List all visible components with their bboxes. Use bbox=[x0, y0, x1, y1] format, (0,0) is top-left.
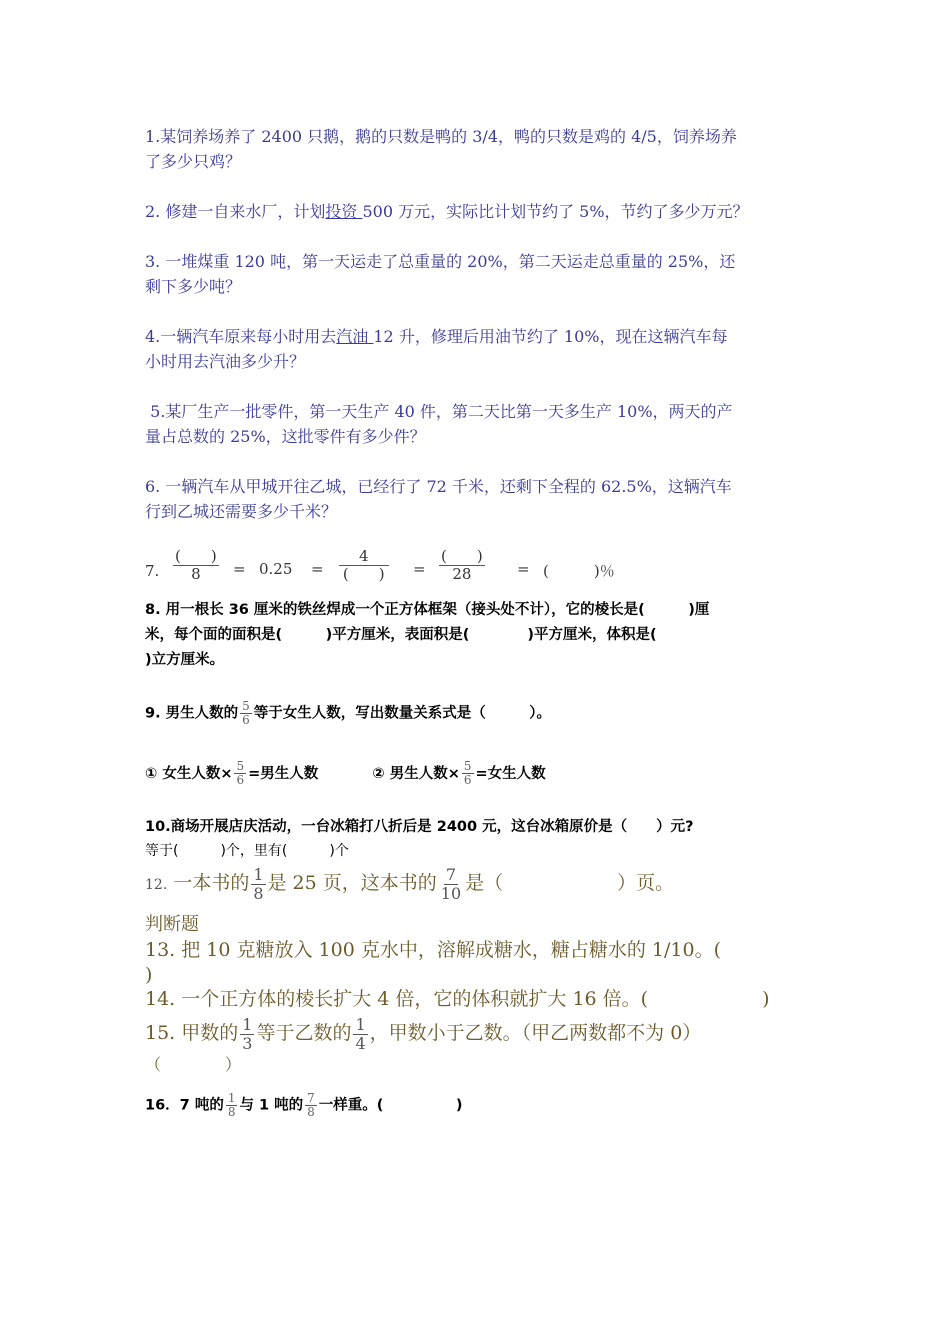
question-4-link[interactable]: 汽油 bbox=[336, 327, 374, 346]
question-15-post: ，甲数小于乙数。（甲乙两数都不为 0） bbox=[369, 1022, 702, 1045]
question-7-frac3-den: 28 bbox=[452, 564, 472, 583]
question-6-line2: 行到乙城还需要多少千米？ bbox=[145, 502, 338, 521]
option-a-frac-den: 6 bbox=[236, 773, 245, 788]
question-5-line1: 5.某厂生产一批零件，第一天生产 40 件，第二天比第一天多生产 10%，两天的产 bbox=[145, 402, 733, 421]
question-9-frac-num: 5 bbox=[242, 699, 250, 713]
question-15-frac2-den: 4 bbox=[355, 1033, 366, 1053]
question-16 bbox=[145, 1092, 815, 1119]
question-10: 10.商场开展店庆活动，一台冰箱打八折后是 2400 元，这台冰箱原价是（ ）元? bbox=[145, 819, 694, 835]
question-7-frac2 bbox=[337, 548, 391, 582]
question-12-frac1-den: 8 bbox=[253, 883, 264, 903]
question-9-pre: 9. 男生人数的 bbox=[145, 705, 239, 722]
question-9-options bbox=[145, 760, 815, 787]
question-16-mid: 与 1 吨的 bbox=[239, 1097, 304, 1114]
question-15-fraction-1 bbox=[240, 1016, 254, 1052]
question-9-fraction bbox=[240, 700, 252, 727]
question-7-eq2: = bbox=[311, 560, 324, 578]
question-3 bbox=[145, 249, 815, 299]
question-16-fraction-2 bbox=[305, 1092, 317, 1119]
question-7 bbox=[145, 548, 645, 594]
question-16-frac1-num: 1 bbox=[227, 1091, 236, 1105]
question-12-frac2-den: 10 bbox=[440, 883, 462, 903]
question-2-pre: 2. 修建一自来水厂，计划 bbox=[145, 202, 326, 221]
question-2 bbox=[145, 199, 845, 224]
question-1 bbox=[145, 124, 815, 174]
question-13-line2: ) bbox=[145, 964, 153, 986]
question-12-post: 是（ ）页。 bbox=[465, 872, 675, 895]
question-15-frac1-den: 3 bbox=[242, 1033, 253, 1053]
question-16-frac2-num: 7 bbox=[307, 1091, 315, 1105]
question-13-line1: 13. 把 10 克糖放入 100 克水中，溶解成糖水，糖占糖水的 1/10。( bbox=[145, 939, 721, 961]
question-3-line2: 剩下多少吨？ bbox=[145, 277, 242, 296]
question-7-frac1-num: ( ) bbox=[175, 547, 217, 565]
question-5 bbox=[145, 399, 815, 449]
question-15-line1 bbox=[145, 1016, 825, 1052]
question-8-line1: 8. 用一根长 36 厘米的铁丝焊成一个正方体框架（接头处不计），它的棱长是( )厘 bbox=[145, 602, 710, 618]
question-4-post: 12 升，修理后用油节约了 10%，现在这辆汽车每 bbox=[373, 327, 728, 346]
option-b-frac-num: 5 bbox=[463, 759, 472, 773]
question-7-percent: ( )％ bbox=[543, 562, 615, 580]
question-16-frac2-den: 8 bbox=[307, 1105, 315, 1120]
question-7-eq3: = bbox=[413, 560, 426, 578]
question-12-fraction-1 bbox=[251, 866, 265, 902]
question-4-line1 bbox=[145, 324, 815, 349]
question-15-frac2-num: 1 bbox=[355, 1015, 366, 1034]
question-15 bbox=[145, 1016, 825, 1077]
option-a-pre: ① 女生人数× bbox=[145, 765, 233, 782]
question-15-line2: （ ） bbox=[145, 1055, 242, 1075]
question-13 bbox=[145, 938, 815, 988]
question-8-line3: )立方厘米。 bbox=[145, 652, 225, 668]
question-4 bbox=[145, 324, 815, 374]
question-12-mid: 是 25 页，这本书的 bbox=[267, 872, 437, 895]
question-1-line1: 1.某饲养场养了 2400 只鹅，鹅的只数是鸭的 3/4，鸭的只数是鸡的 4/5，饲养场养 bbox=[145, 127, 737, 146]
question-5-line2: 量占总数的 25%，这批零件有多少件？ bbox=[145, 427, 426, 446]
question-15-fraction-2 bbox=[353, 1016, 367, 1052]
question-14: 14. 一个正方体的棱长扩大 4 倍，它的体积就扩大 16 倍。( ) bbox=[145, 988, 770, 1010]
question-12-pre: 一本书的 bbox=[173, 872, 250, 895]
question-3-line1: 3. 一堆煤重 120 吨，第一天运走了总重量的 20%，第二天运走总重量的 25%，还 bbox=[145, 252, 736, 271]
question-16-post: 一样重。( ) bbox=[318, 1097, 463, 1114]
question-7-frac1-den: 8 bbox=[191, 564, 201, 583]
question-8-line2: 米，每个面的面积是( )平方厘米，表面积是( )平方厘米，体积是( bbox=[145, 627, 657, 643]
question-9-post: 等于女生人数，写出数量关系式是（ ）。 bbox=[253, 705, 552, 722]
question-7-frac2-num: 4 bbox=[339, 548, 389, 566]
question-16-frac1-den: 8 bbox=[227, 1105, 236, 1120]
question-7-num: 7. bbox=[145, 562, 160, 580]
question-15-mid: 等于乙数的 bbox=[256, 1022, 352, 1045]
option-a-fraction bbox=[234, 760, 246, 787]
question-7-frac1 bbox=[171, 548, 221, 582]
question-9 bbox=[145, 700, 815, 727]
question-15-frac1-num: 1 bbox=[242, 1015, 253, 1034]
question-7-frac3 bbox=[437, 548, 487, 582]
option-b-fraction bbox=[462, 760, 474, 787]
question-6 bbox=[145, 474, 815, 524]
option-b bbox=[372, 759, 546, 788]
question-11: 等于( )个，里有( )个 bbox=[145, 843, 349, 859]
question-12-frac2-num: 7 bbox=[445, 865, 457, 884]
question-12-fraction-2 bbox=[439, 866, 463, 902]
question-4-line2: 小时用去汽油多少升？ bbox=[145, 352, 306, 371]
question-2-post: 500 万元，实际比计划节约了 5%，节约了多少万元？ bbox=[362, 202, 749, 221]
option-a-post: =男生人数 bbox=[248, 765, 319, 782]
option-b-frac-den: 6 bbox=[463, 773, 472, 788]
question-7-value: 0.25 bbox=[259, 560, 293, 578]
question-12-num: 12. bbox=[145, 877, 168, 894]
question-7-eq4: = bbox=[517, 560, 530, 578]
question-6-line1: 6. 一辆汽车从甲城开往乙城，已经行了 72 千米，还剩下全程的 62.5%，这辆汽车 bbox=[145, 477, 732, 496]
question-7-frac3-num: ( ) bbox=[441, 547, 483, 565]
question-16-fraction-1 bbox=[226, 1092, 238, 1119]
question-8 bbox=[145, 598, 815, 673]
judge-title: 判断题 bbox=[145, 914, 199, 935]
question-16-pre: 16．7 吨的 bbox=[145, 1097, 224, 1114]
question-15-pre: 15. 甲数的 bbox=[145, 1022, 239, 1045]
question-1-line2: 了多少只鸡？ bbox=[145, 152, 242, 171]
question-7-frac2-den: ( ) bbox=[342, 564, 385, 583]
question-4-pre: 4.一辆汽车原来每小时用去 bbox=[145, 327, 337, 346]
option-a bbox=[145, 759, 319, 788]
option-b-pre: ② 男生人数× bbox=[372, 765, 460, 782]
question-9-frac-den: 6 bbox=[242, 713, 250, 728]
option-b-post: =女生人数 bbox=[475, 765, 546, 782]
option-a-frac-num: 5 bbox=[236, 759, 245, 773]
question-12-frac1-num: 1 bbox=[253, 865, 264, 884]
question-7-eq1: = bbox=[233, 560, 246, 578]
question-12 bbox=[145, 866, 815, 902]
question-2-link[interactable]: 投资 bbox=[325, 202, 363, 221]
